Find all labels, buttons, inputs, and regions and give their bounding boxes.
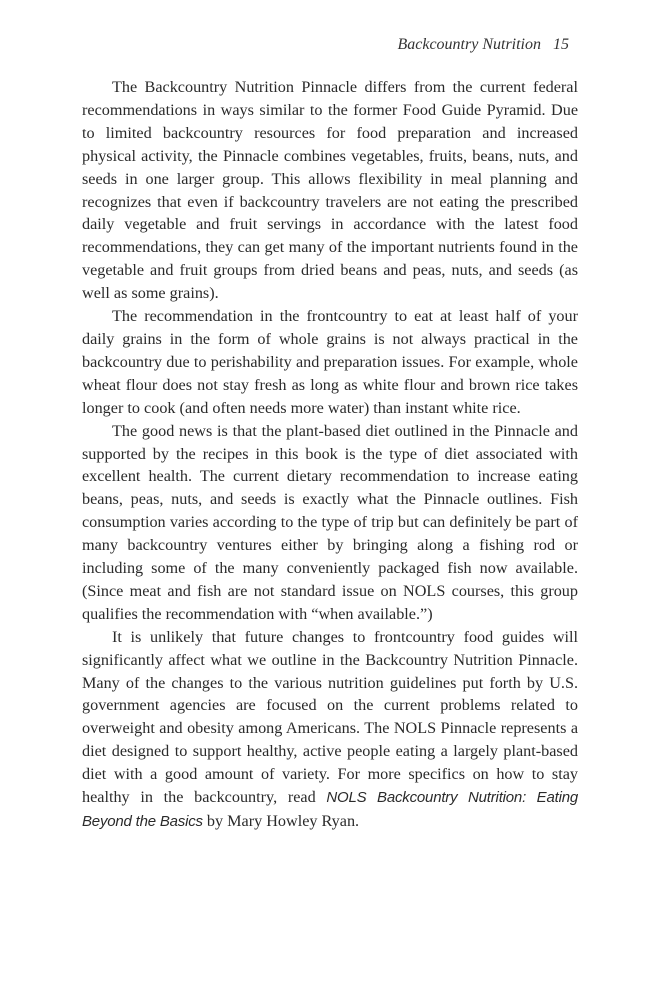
- paragraph-future-changes-ending: by Mary Howley Ryan.: [202, 812, 360, 830]
- running-head: [397, 36, 569, 54]
- paragraph-pinnacle-differences: The Backcountry Nutrition Pinnacle differs from the current federal recommendations in ways similar to the former Food Guide Pyramid. Due to limited backcountry resources for food preparation and increased physical activity, the Pinnacle combines vegetables, fruits, beans, nuts, and seeds in one larger group. This allows flexibility in meal planning and recognizes that even if backcountry travelers are not eating the prescribed daily vegetable and fruit servings in accordance with the latest food recommendations, they can get many of the important nutrients found in the vegetable and fruit groups from dried beans and peas, nuts, and seeds (as well as some grains).: [82, 78, 578, 303]
- running-title: Backcountry Nutrition: [397, 36, 541, 53]
- paragraph-plant-based-diet: The good news is that the plant-based diet outlined in the Pinnacle and supported by the recipes in this book is the type of diet associated with excellent health. The current dietary recommendation to increase eating beans, peas, nuts, and seeds is exactly what the Pinnacle outlines. Fish consumption varies according to the type of trip but can definitely be part of many backcountry ventures either by bringing along a fishing rod or including some of the many conveniently packaged fish now available. (Since meat and fish are not standard issue on NOLS courses, this group qualifies the recommendation with “when available.”): [82, 421, 578, 623]
- page-number: 15: [553, 36, 569, 53]
- paragraph-whole-grains: The recommendation in the frontcountry to eat at least half of your daily grains in the form of whole grains is not always practical in the backcountry due to perishability and preparation issues. For example, whole wheat flour does not stay fresh as long as white flour and brown rice takes longer to cook (and often needs more water) than instant white rice.: [82, 307, 578, 417]
- body-text: [82, 76, 578, 834]
- paragraph-future-changes-text: It is unlikely that future changes to frontcountry food guides will significantly affect what we outline in the Backcountry Nutrition Pinnacle. Many of the changes to the various nutrition guidelines put forth by U.S. government agencies are focused on the current problems related to overweight and obesity among Americans. The NOLS Pinnacle represents a diet designed to support healthy, active people eating a largely plant-based diet with a good amount of variety. For more specifics on how to stay healthy in the backcountry, read: [82, 627, 578, 807]
- paragraph-future-changes: [82, 626, 578, 834]
- book-title-reference: NOLS Backcountry Nutrition: Eating Beyond the Basics: [82, 789, 578, 830]
